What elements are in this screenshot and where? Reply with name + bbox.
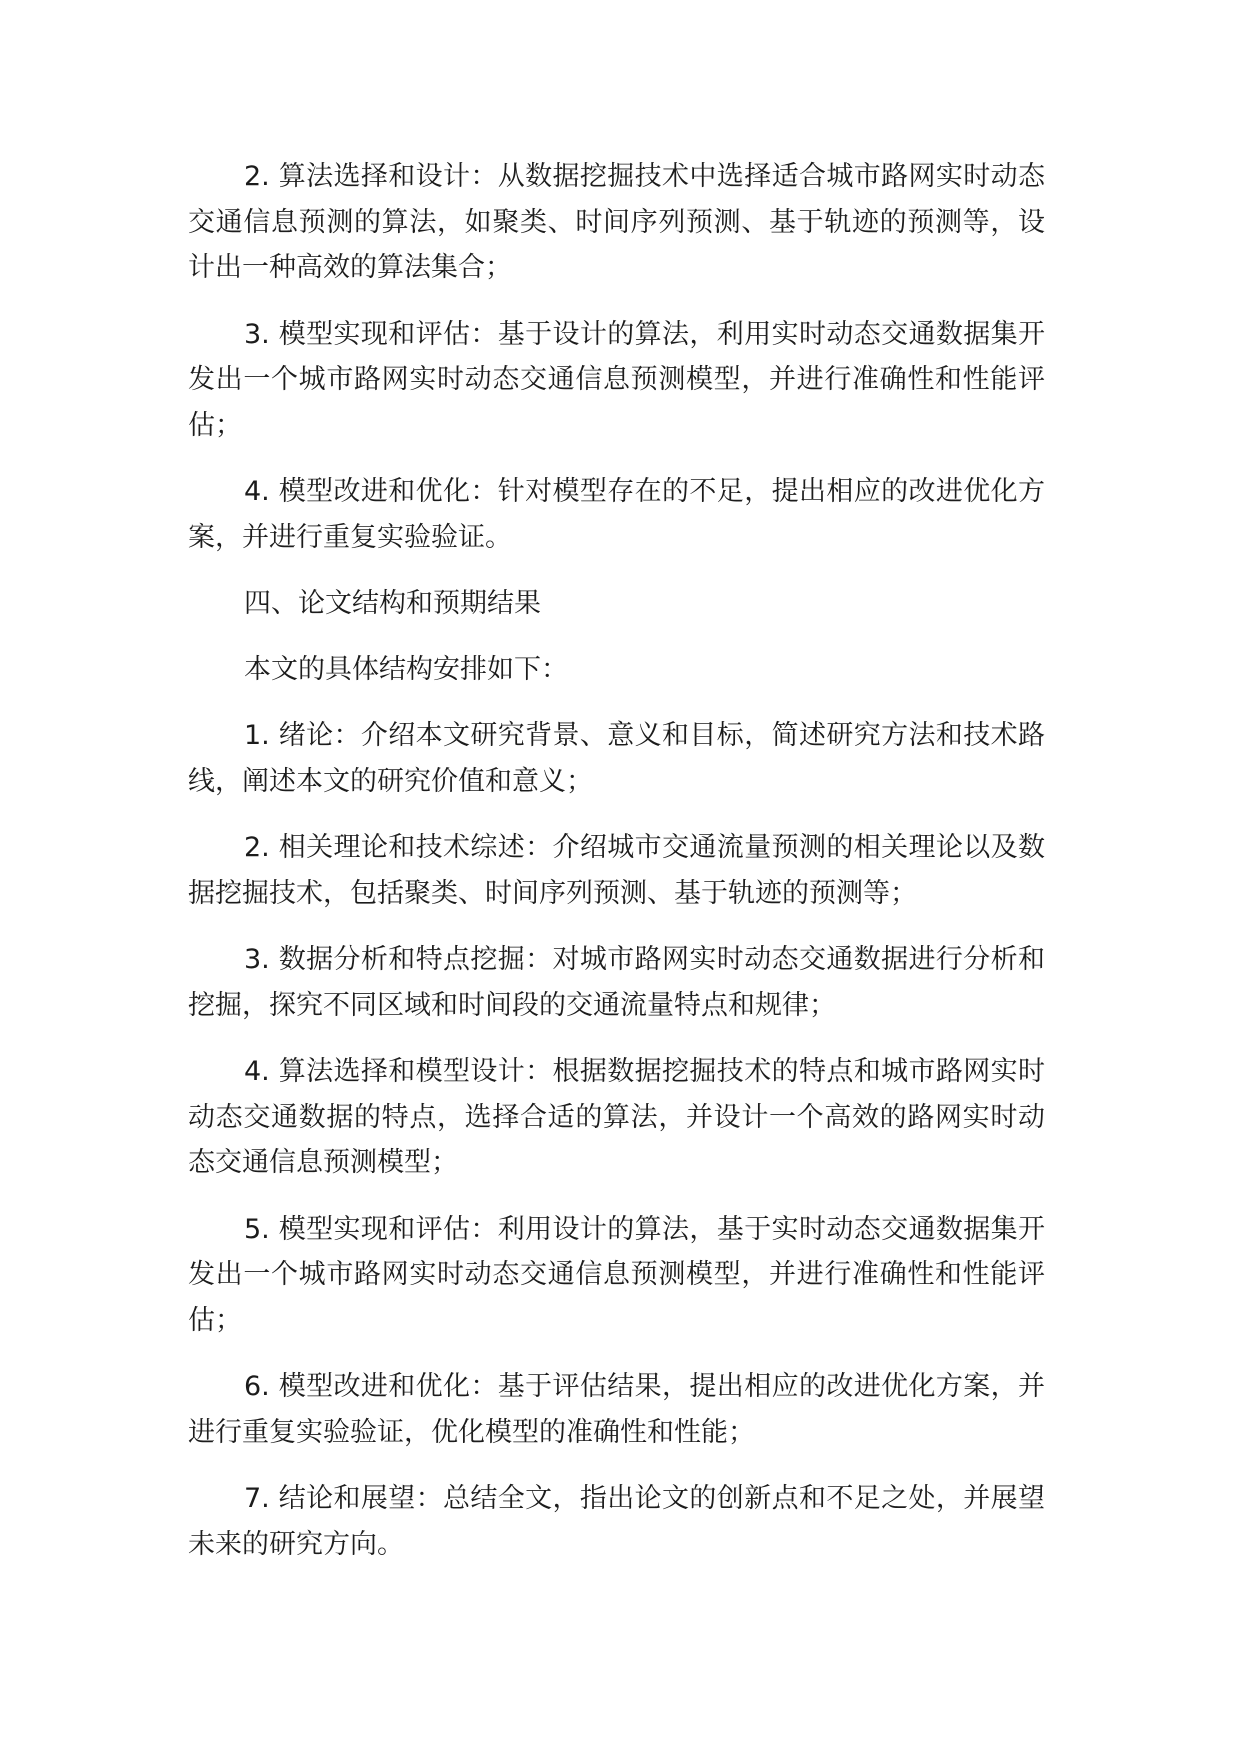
text-line: 估； (188, 1304, 242, 1336)
chapter-item-6 (188, 1364, 1045, 1455)
research-step-4 (188, 469, 1045, 560)
text-line: 4. 算法选择和模型设计：根据数据挖掘技术的特点和城市路网实时 (244, 1056, 1045, 1087)
section-heading-text: 四、论文结构和预期结果 (244, 588, 541, 619)
text-line: 发出一个城市路网实时动态交通信息预测模型，并进行准确性和性能评 (188, 364, 1045, 396)
text-line: 本文的具体结构安排如下： (244, 654, 568, 686)
text-line: 2. 相关理论和技术综述：介绍城市交通流量预测的相关理论以及数 (244, 832, 1045, 864)
structure-intro (188, 647, 1045, 693)
text-line: 5. 模型实现和评估：利用设计的算法，基于实时动态交通数据集开 (244, 1213, 1045, 1245)
text-line: 4. 模型改进和优化：针对模型存在的不足，提出相应的改进优化方 (244, 476, 1045, 508)
text-line: 3. 数据分析和特点挖掘：对城市路网实时动态交通数据进行分析和 (244, 944, 1045, 976)
text-line: 1. 绪论：介绍本文研究背景、意义和目标，简述研究方法和技术路 (244, 720, 1045, 752)
text-line: 挖掘，探究不同区域和时间段的交通流量特点和规律； (188, 989, 836, 1021)
text-line: 估； (188, 409, 242, 441)
research-step-2 (188, 154, 1045, 291)
text-line: 动态交通数据的特点，选择合适的算法，并设计一个高效的路网实时动 (188, 1101, 1045, 1133)
chapter-item-4 (188, 1049, 1045, 1186)
text-line: 3. 模型实现和评估：基于设计的算法，利用实时动态交通数据集开 (244, 318, 1045, 350)
chapter-item-2 (188, 825, 1045, 916)
text-line: 交通信息预测的算法，如聚类、时间序列预测、基于轨迹的预测等，设 (188, 206, 1045, 238)
section-heading (188, 581, 1045, 627)
text-line: 6. 模型改进和优化：基于评估结果，提出相应的改进优化方案，并 (244, 1371, 1045, 1403)
text-line: 2. 算法选择和设计：从数据挖掘技术中选择适合城市路网实时动态 (244, 161, 1045, 192)
text-line: 据挖掘技术，包括聚类、时间序列预测、基于轨迹的预测等； (188, 877, 917, 909)
chapter-item-5 (188, 1207, 1045, 1344)
chapter-item-7 (188, 1476, 1045, 1567)
text-line: 案，并进行重复实验验证。 (188, 521, 512, 553)
text-line: 7. 结论和展望：总结全文，指出论文的创新点和不足之处，并展望 (244, 1483, 1045, 1514)
text-line: 线，阐述本文的研究价值和意义； (188, 766, 593, 798)
text-line: 未来的研究方向。 (188, 1528, 404, 1560)
chapter-item-3 (188, 937, 1045, 1028)
text-line: 发出一个城市路网实时动态交通信息预测模型，并进行准确性和性能评 (188, 1259, 1045, 1291)
text-line: 计出一种高效的算法集合； (188, 252, 512, 284)
text-line: 态交通信息预测模型； (188, 1147, 458, 1179)
chapter-item-1 (188, 713, 1045, 804)
research-step-3 (188, 312, 1045, 449)
text-line: 进行重复实验验证，优化模型的准确性和性能； (188, 1416, 755, 1448)
